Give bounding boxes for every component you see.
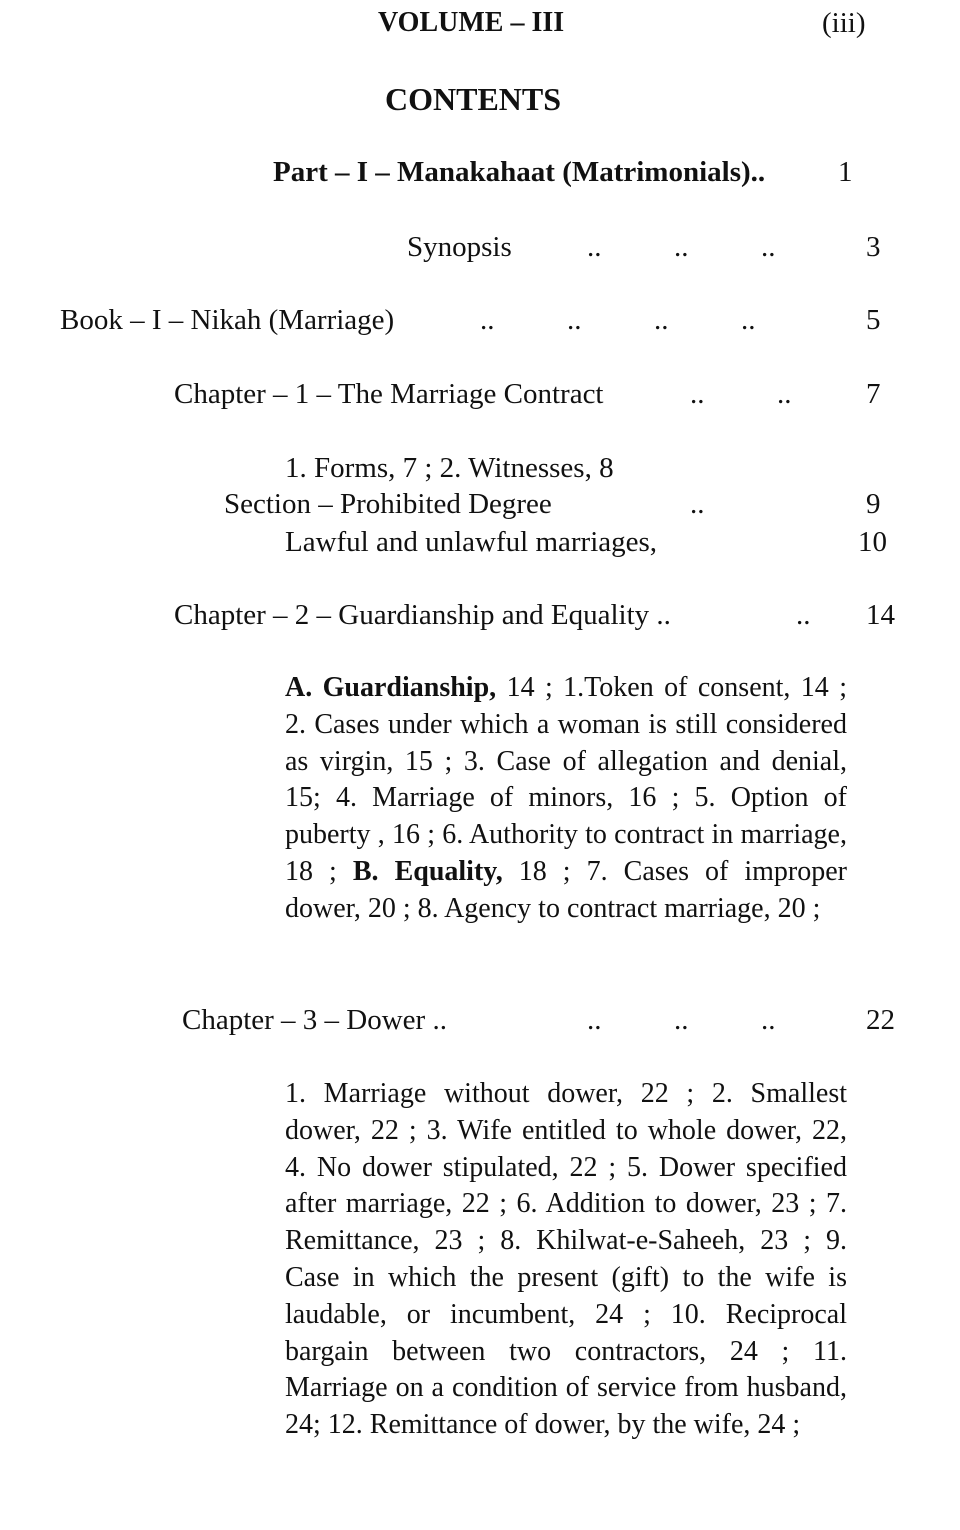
chapter2-label: Chapter – 2 – Guardianship and Equality .. [174, 599, 671, 631]
book1-label: Book – I – Nikah (Marriage) [60, 304, 395, 336]
section-prohibited-leader-dots: .. [690, 488, 705, 520]
chapter1-leader-dots: .. .. [690, 378, 792, 410]
chapter2-leader-dots: .. [796, 599, 811, 631]
section-prohibited-page: 9 [866, 488, 881, 520]
chapter2-items [285, 670, 847, 928]
volume-heading: VOLUME – III [378, 7, 565, 38]
chapter3-label: Chapter – 3 – Dower .. [182, 1004, 447, 1036]
lawful-marriages-page: 10 [858, 526, 887, 558]
chapter1-label: Chapter – 1 – The Marriage Contract [174, 378, 604, 410]
synopsis-label: Synopsis [407, 231, 512, 263]
synopsis-page: 3 [866, 231, 881, 263]
guardianship-text: 14 ; 1.Token of consent, 14 ; 2. Cases under which a woman is still considered as virgin, 15 ; 3. Case of allegation and denial, 15; 4. Marriage of minors, 16 ; 5. Option of puberty , 16 ; 6. Authority to contract in marriage, 18 ; [285, 672, 847, 887]
equality-text: 18 ; 7. Cases of improper dower, 20 ; 8. Agency to contract marriage, 20 ; [285, 855, 848, 924]
chapter1-page: 7 [866, 378, 881, 410]
part1-label: Part – I – Manakahaat (Matrimonials).. [273, 156, 766, 188]
lawful-marriages-label: Lawful and unlawful marriages, [285, 526, 658, 558]
chapter2-page: 14 [866, 599, 895, 631]
book1-page: 5 [866, 304, 881, 336]
equality-heading: B. Equality, [352, 855, 503, 887]
guardianship-heading: A. Guardianship, [285, 672, 497, 703]
chapter1-items: 1. Forms, 7 ; 2. Witnesses, 8 [285, 452, 614, 484]
chapter3-page: 22 [866, 1004, 895, 1036]
book1-leader-dots: .. .. .. .. [480, 304, 756, 336]
page-number: (iii) [822, 7, 866, 39]
contents-title: CONTENTS [385, 81, 562, 117]
chapter3-leader-dots: .. .. .. [587, 1004, 776, 1036]
synopsis-leader-dots: .. .. .. [587, 231, 776, 263]
part1-page: 1 [838, 156, 853, 188]
section-prohibited-label: Section – Prohibited Degree [224, 488, 552, 520]
chapter3-items: 1. Marriage without dower, 22 ; 2. Smallest dower, 22 ; 3. Wife entitled to whole dower, 22, 4. No dower stipulated, 22 ; 5. Dower specified after marriage, 22 ; 6. Addition to dower, 23 ; 7. Remittance, 23 ; 8. Khilwat-e-Saheeh, 23 ; 9. Case in which the present (gift) to the wife is laudable, or incumbent, 24 ; 10. Reciprocal bargain between two contractors, 24 ; 11. Marriage on a condition of service from husband, 24; 12. Remittance of dower, by the wife, 24 ; [285, 1078, 847, 1441]
